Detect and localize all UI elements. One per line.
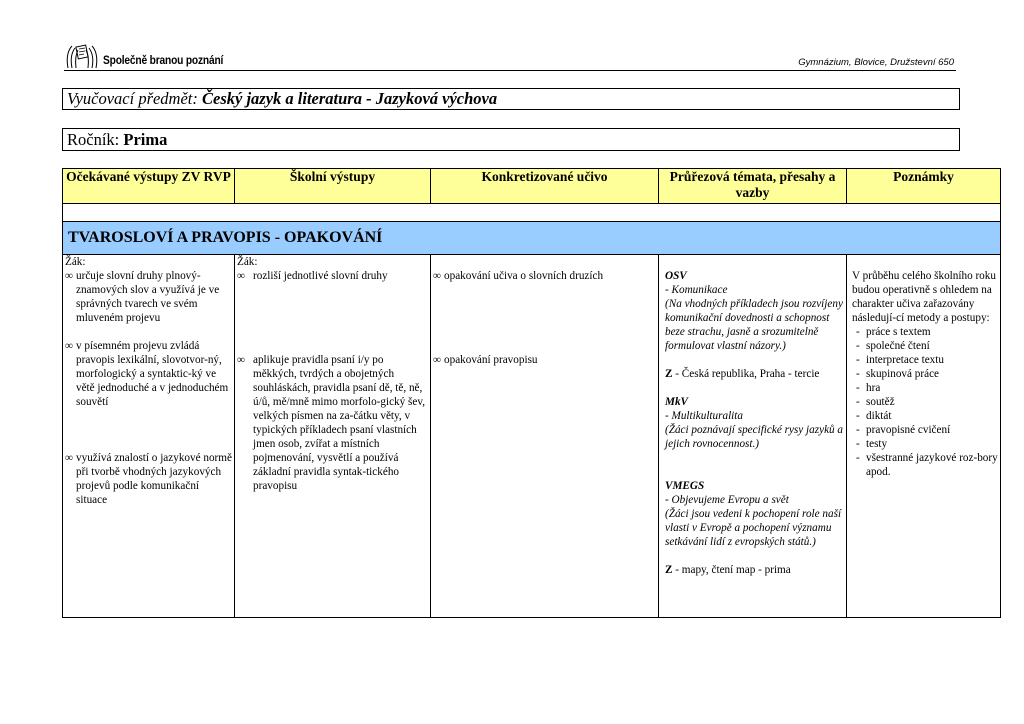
page-header [64,38,956,70]
mkv-subtitle: - Multikulturalita [665,410,743,422]
table-header-row [63,169,1001,204]
list-item: - skupinová práce [856,368,940,380]
logo-text: Společně branou poznání [103,53,224,67]
cell-cross-topics [659,255,847,618]
cell-specific-content [431,255,659,618]
table-row [63,255,1001,618]
list-item: ∞ rozliší jednotlivé slovní druhy [237,270,388,282]
cell-expected-outputs [63,255,235,618]
school-name: Gymnázium, Blovice, Družstevní 650 [798,57,954,68]
list-item: - práce s textem [856,326,931,338]
osv-subtitle: - Komunikace [665,284,728,296]
list-item: ∞ aplikuje pravidla psaní i/y po měkkých, tvrdých a obojetných souhláskách, pravidla psaní dě, tě, ně, ú/ů, mě/mně mimo morfolo-gický šev, velkých písmen na za-čátku věty, v typických příkladech psaní vlastních jmen osob, zvířat a místních pojmenování, vysvětlí a používá základní pravidla syntak-tického pravopisu [237,354,426,492]
cell-school-outputs [235,255,431,618]
infinity-bullet-icon: ∞ [433,270,441,282]
vmegs-note: (Žáci jsou vedeni k pochopení role naší vlasti v Evropě a pochopení významu setkávání lidí z evropských států.) [665,508,842,548]
osv-note: (Na vhodných příkladech jsou rozvíjeny komunikační dovednosti a schopnost beze strachu, jasně a srozumitelně formulovat vlastní názory.) [665,298,843,352]
list-item: - pravopisné cvičení [856,424,951,436]
list-item: - hra [856,382,881,394]
spacer-row [63,204,1001,222]
logo [64,38,244,70]
list-item: ∞ v písemném projevu zvládá pravopis lexikální, slovotvor-ný, morfologický a syntaktic-ký ve větě jednoduché a v jednoduchém souvětí [65,340,229,408]
section-row [63,222,1001,255]
infinity-bullet-icon: ∞ [65,452,73,464]
list-item: - společné čtení [856,340,930,352]
vmegs-subtitle: - Objevujeme Evropu a svět [665,494,789,506]
z-link-2: Z - mapy, čtení map - prima [665,564,791,576]
list-item: - interpretace textu [856,354,944,366]
list-item: ∞ určuje slovní druhy plnový-znamových slov a využívá je ve správných tvarech ve svém mluveném projevu [65,270,220,324]
vmegs-title: VMEGS [665,480,705,492]
header-cross-topics: Průřezová témata, přesahy a vazby [659,169,847,204]
list-item: ∞ opakování pravopisu [433,354,538,366]
list-item: - soutěž [856,396,895,408]
z-link-1: Z - Česká republika, Praha - tercie [665,368,820,380]
curriculum-table [62,168,1001,618]
cell-notes [847,255,1001,618]
grade-box [62,128,960,151]
logo-hands-icon [64,40,100,70]
pupil-label: Žák: [65,256,86,268]
list-item: ∞ využívá znalostí o jazykové normě při tvorbě vhodných jazykových projevů podle komunikační situace [65,452,232,506]
list-item: ∞ opakování učiva o slovních druzích [433,270,604,282]
grade-label: Ročník: [67,130,120,149]
header-school-outputs: Školní výstupy [235,169,431,204]
infinity-bullet-icon: ∞ [237,270,245,282]
list-item: - testy [856,438,888,450]
header-expected-outputs: Očekávané výstupy ZV RVP [63,169,235,204]
mkv-note: (Žáci poznávají specifické rysy jazyků a jejich rovnocennost.) [665,424,844,450]
infinity-bullet-icon: ∞ [237,354,245,366]
infinity-bullet-icon: ∞ [65,340,73,352]
osv-title: OSV [665,270,687,282]
subject-box [62,88,960,110]
list-item: - všestranné jazykové roz-bory apod. [856,452,998,478]
subject-value: Český jazyk a literatura - Jazyková výchova [202,89,498,108]
header-divider [64,70,956,71]
grade-value: Prima [123,130,168,149]
list-item: - diktát [856,410,892,422]
mkv-title: MkV [665,396,689,408]
notes-intro: V průběhu celého školního roku budou operativně s ohledem na charakter učiva zařazovány následují-cí metody a postupy: [852,270,996,324]
subject-label: Vyučovací předmět: [67,89,198,108]
header-notes: Poznámky [847,169,1001,204]
pupil-label: Žák: [237,256,258,268]
infinity-bullet-icon: ∞ [65,270,73,282]
infinity-bullet-icon: ∞ [433,354,441,366]
header-specific-content: Konkretizované učivo [431,169,659,204]
section-title: TVAROSLOVÍ A PRAVOPIS - OPAKOVÁNÍ [63,222,1001,255]
